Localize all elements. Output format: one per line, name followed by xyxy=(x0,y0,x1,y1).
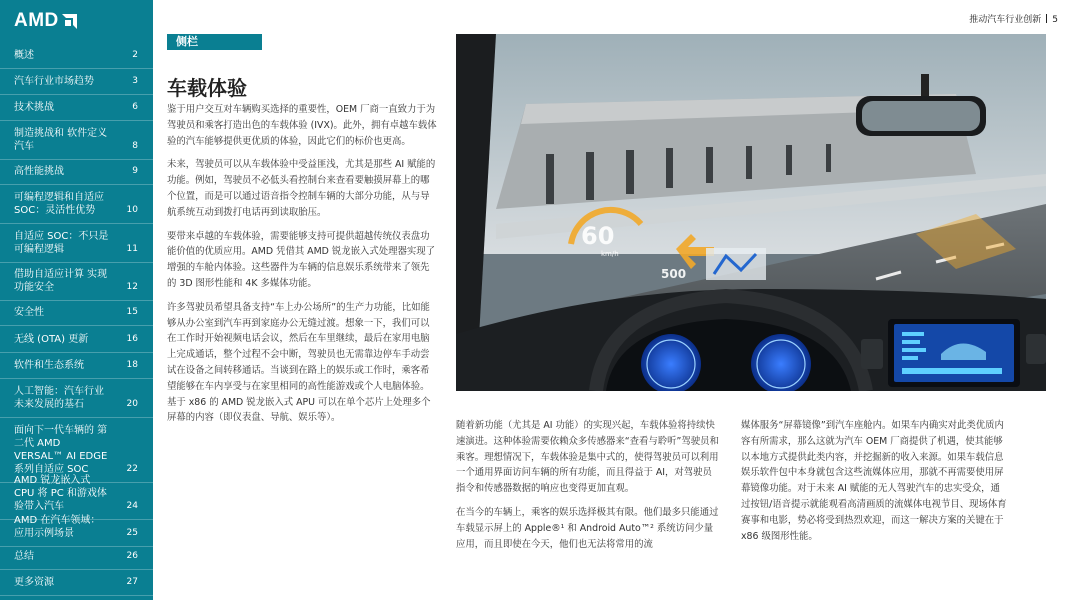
toc-item-label: 自适应 SOC：不只是 可编程逻辑 xyxy=(14,231,109,255)
toc-item-page: 20 xyxy=(126,399,138,409)
toc-item[interactable] xyxy=(14,191,138,217)
toc-item-label: 无线 (OTA) 更新 xyxy=(14,334,89,345)
section-tag: 侧栏 xyxy=(167,34,262,50)
toc-item-label: 安全性 xyxy=(14,307,44,318)
text-column-3 xyxy=(741,418,1007,552)
hud-speed: 60 xyxy=(581,222,615,250)
toc-item[interactable] xyxy=(14,385,138,411)
paragraph: 随着新功能（尤其是 AI 功能）的实现兴起，车载体验将持续快速演进。这种体验需要依赖众多传感器来“查看与聆听”驾驶员和乘客。理想情况下，车载体验是集中式的，使得驾驶员可以利用一个通用界面访问车辆的所有功能，而且得益于 AI，对驾驶员指令和传感器数据的响应也变得更加直观。 xyxy=(456,420,719,495)
toc-item[interactable] xyxy=(14,268,138,294)
toc-item-label: 制造挑战和 软件定义汽车 xyxy=(14,128,108,152)
text-column-1 xyxy=(167,102,437,434)
paragraph: 在当今的车辆上，乘客的娱乐选择极其有限。他们最多只能通过车载显示屏上的 Apple®¹ 和 Android Auto™² 系统访问少量应用，而且即使在今天，他们也无法将常用的流 xyxy=(456,506,719,550)
toc-item-label: 面向下一代车辆的 第二代 AMD VERSAL™ AI EDGE 系列自适应 SOC xyxy=(14,425,108,475)
toc-item[interactable] xyxy=(14,359,138,372)
toc-item-page: 24 xyxy=(126,501,138,511)
text-column-2 xyxy=(456,418,721,560)
paragraph: 许多驾驶员希望具备支持“车上办公场所”的生产力功能，比如能够从办公室到汽车再到家庭办公无缝过渡。想象一下，我们可以在工作时开始视频电话会议，然后在车里继续，最后在家用电脑上完成通话，整个过程不会中断，驾驶员也无需靠边停车手动尝试在设备之间转移通话。当谈到在路上的娱乐或工作时，乘客希望能够在车内享受与在家里相同的高性能游戏或个人电脑体验。基于 x86 的 AMD 锐龙嵌入式 APU 可以在单个芯片上处理多个屏幕的内容（即仪表盘、导航、娱乐等）。 xyxy=(167,301,431,424)
amd-logo[interactable] xyxy=(14,10,77,32)
header-divider xyxy=(1046,14,1047,23)
toc-item-page: 25 xyxy=(126,528,138,538)
toc-item-page: 18 xyxy=(126,360,138,370)
toc-item-label: 概述 xyxy=(14,50,34,61)
paragraph: 鉴于用户交互对车辆购买选择的重要性，OEM 厂商一直致力于为驾驶员和乘客打造出色的车载体验 (IVX)。此外，拥有卓越车载体验的汽车能够提供更优质的体验，因此它们的标价也更高。 xyxy=(167,104,437,147)
toc-item[interactable] xyxy=(14,514,138,540)
paragraph: 要带来卓越的车载体验，需要能够支持可提供超越传统仪表盘功能价值的优质应用。AMD 凭借其 AMD 锐龙嵌入式处理器实现了增强的车舱内体验。这些器件为车辆的信息娱乐系统带来了领先的 3D 图形性能和 4K 多媒体功能。 xyxy=(167,230,436,289)
toc-item[interactable] xyxy=(14,474,138,513)
toc-item[interactable] xyxy=(14,424,138,476)
toc-item-label: 可编程逻辑和自适应 SOC：灵活性优势 xyxy=(14,192,104,216)
paragraph: 媒体服务“屏幕镜像”到汽车座舱内。如果车内确实对此类优质内容有所需求，那么这就为汽车 OEM 厂商提供了机遇，使其能够以本地方式提供此类内容，并挖掘新的收入来源。如果车载信息娱乐软件包中本身就包含这些流媒体应用，那就不再需要使用屏幕镜像功能。对于未来 AI 赋能的无人驾驶汽车的忠实受众，通过按钮/语音提示就能观看高清画质的流媒体电视节目、现场体育赛事和电影，势必将受到热烈欢迎，而这一解决方案的关键在于 x86 级图形性能。 xyxy=(741,420,1007,542)
toc-item-page: 9 xyxy=(132,166,138,176)
toc-item-page: 8 xyxy=(132,141,138,151)
toc-item-page: 6 xyxy=(132,102,138,112)
toc-item-page: 10 xyxy=(126,205,138,215)
toc-item[interactable] xyxy=(14,306,138,319)
hud-unit: km/h xyxy=(601,250,619,258)
page-title: 车载体验 xyxy=(167,76,247,100)
toc-item-page: 3 xyxy=(132,76,138,86)
toc-item[interactable] xyxy=(14,550,138,563)
toc-item-page: 2 xyxy=(132,50,138,60)
toc-item[interactable] xyxy=(14,230,138,256)
toc-item-page: 16 xyxy=(126,334,138,344)
hud-distance: 500 xyxy=(661,267,687,281)
toc-item-page: 11 xyxy=(126,244,138,254)
toc-item-label: 软件和生态系统 xyxy=(14,360,84,371)
toc-item[interactable] xyxy=(14,49,138,62)
toc-item-label: 技术挑战 xyxy=(14,102,54,113)
toc-item-page: 12 xyxy=(126,282,138,292)
toc-item-label: AMD 锐龙嵌入式 CPU 将 PC 和游戏体验带入汽车 xyxy=(14,475,107,512)
toc-item-page: 22 xyxy=(126,464,138,474)
page-number: 5 xyxy=(1052,15,1058,25)
cockpit-illustration xyxy=(456,34,1046,391)
toc-item[interactable] xyxy=(14,576,138,589)
amd-arrow-icon xyxy=(62,14,77,29)
car-cockpit-photo xyxy=(456,34,1046,391)
toc-item[interactable] xyxy=(14,101,138,114)
toc-item[interactable] xyxy=(14,333,138,346)
toc-item-label: 借助自适应计算 实现功能安全 xyxy=(14,269,108,293)
toc-item-page: 15 xyxy=(126,307,138,317)
toc-item-label: 高性能挑战 xyxy=(14,166,64,177)
toc-item[interactable] xyxy=(14,75,138,88)
header-title: 推动汽车行业创新 xyxy=(969,15,1042,25)
toc-item-label: AMD 在汽车领域： 应用示例场景 xyxy=(14,515,101,539)
toc-item[interactable] xyxy=(14,165,138,178)
toc-item-label: 人工智能：汽车行业 未来发展的基石 xyxy=(14,386,104,410)
table-of-contents-sidebar xyxy=(0,0,153,600)
paragraph: 未来，驾驶员可以从车载体验中受益匪浅，尤其是那些 AI 赋能的功能。例如，驾驶员不必低头看控制台来查看要触摸屏幕上的哪个位置，而是可以通过语音指令控制车辆的大部分功能，从与导航系统互动到拨打电话再到读取胎压。 xyxy=(167,159,436,218)
toc-item-label: 汽车行业市场趋势 xyxy=(14,76,94,87)
toc-item-label: 总结 xyxy=(14,551,34,562)
toc-item-label: 更多资源 xyxy=(14,577,54,588)
toc-item[interactable] xyxy=(14,127,138,153)
toc-item-page: 27 xyxy=(126,577,138,587)
logo-text: AMD xyxy=(14,10,59,31)
toc-item-page: 26 xyxy=(126,551,138,561)
running-header xyxy=(969,12,1058,25)
